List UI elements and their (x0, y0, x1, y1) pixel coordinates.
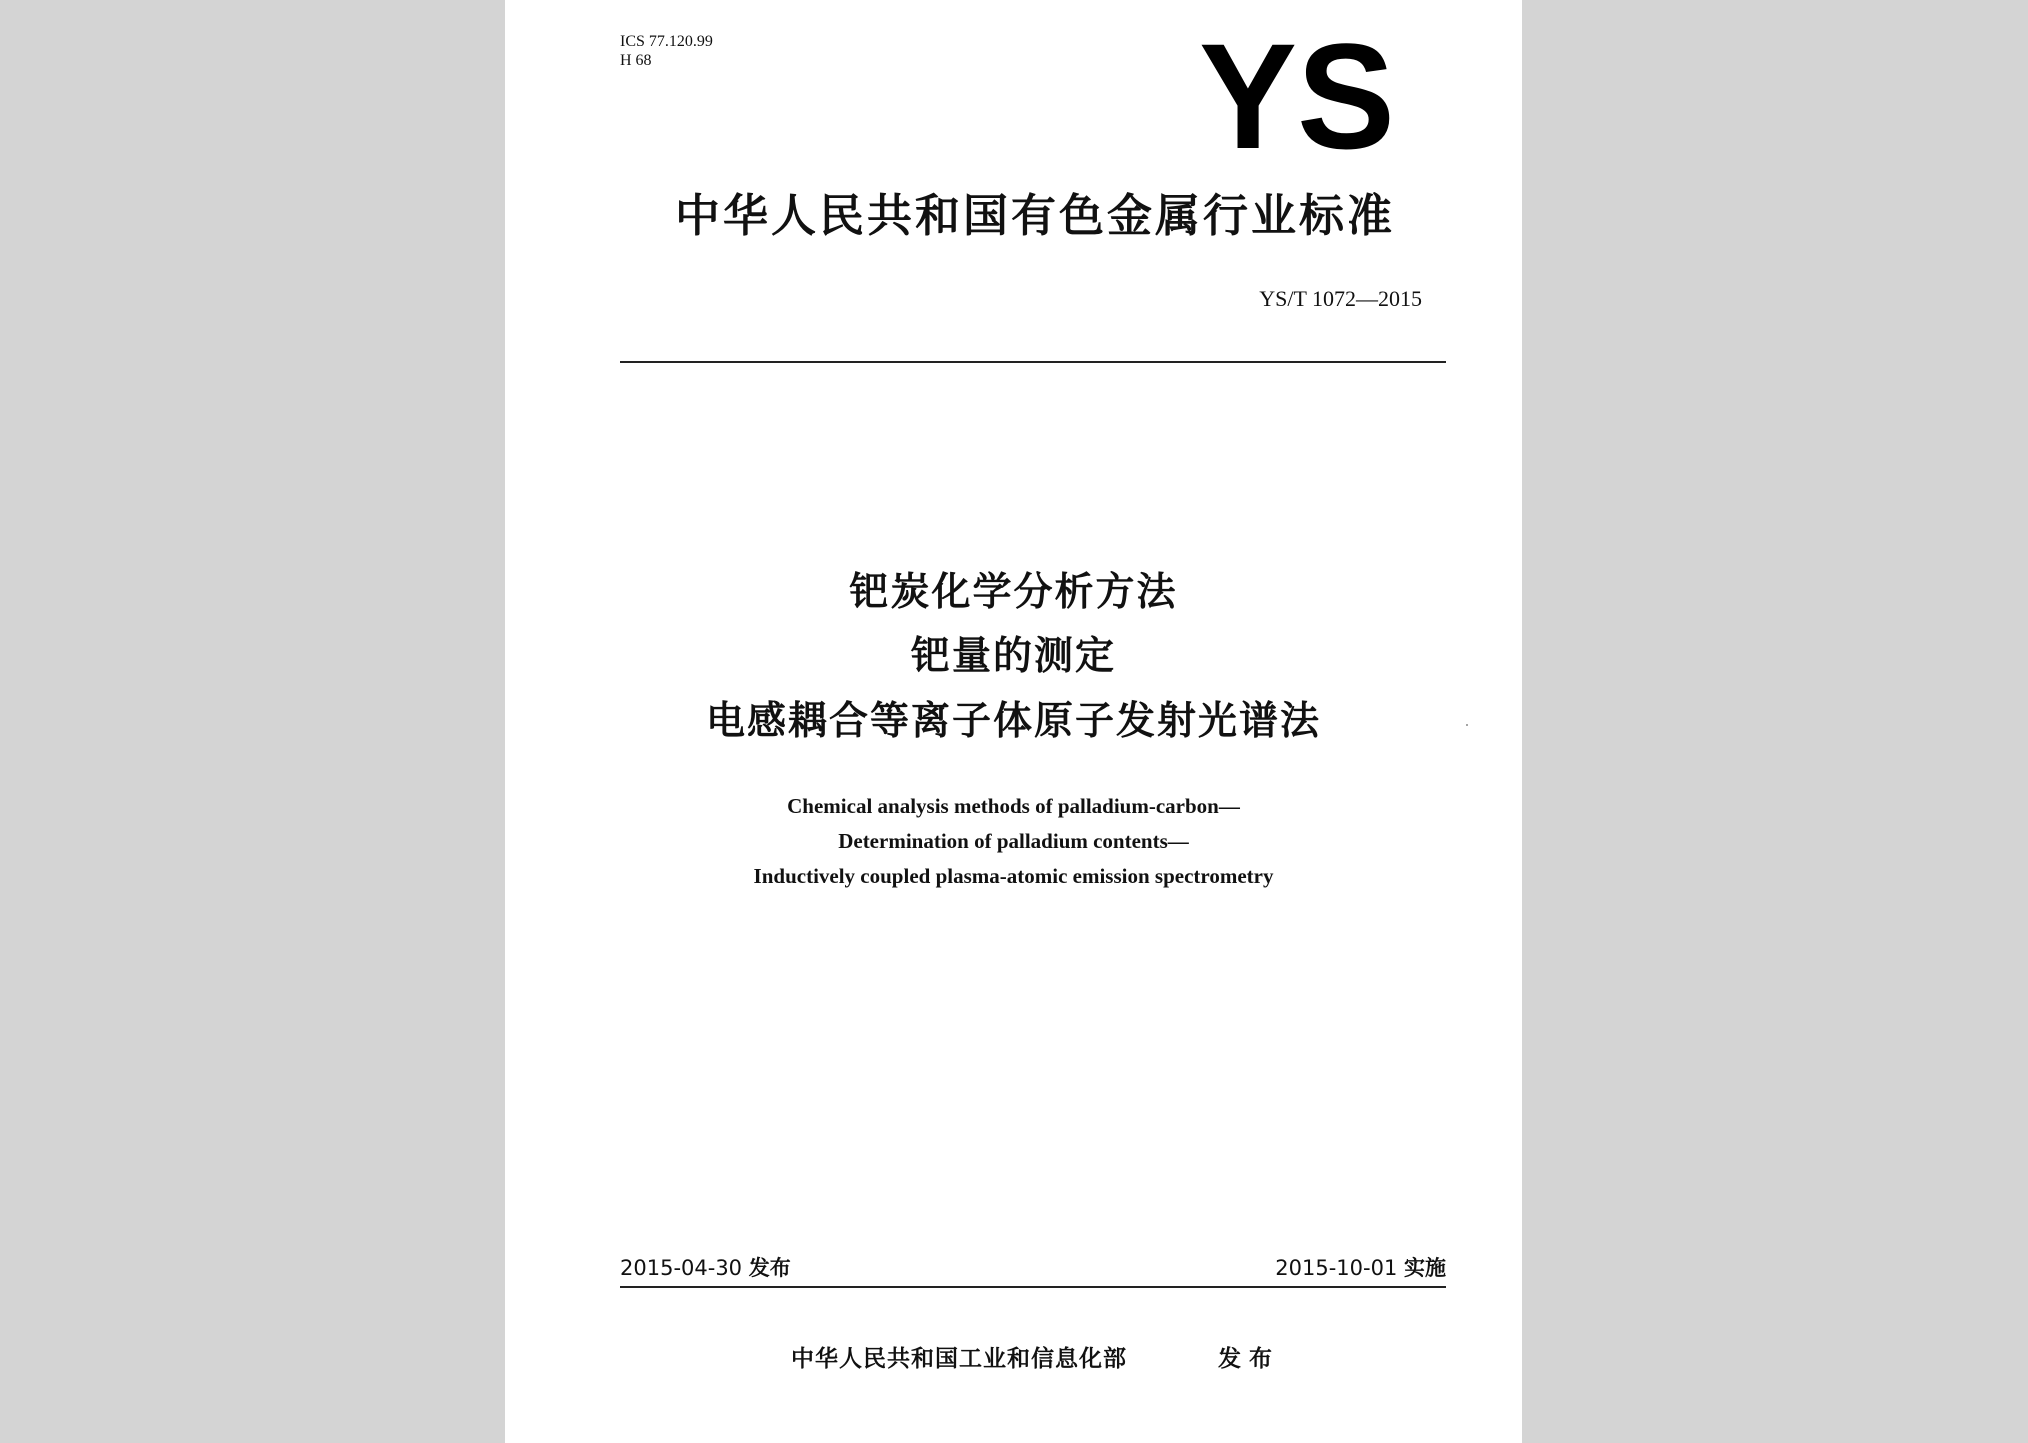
ccs-code: H 68 (620, 52, 652, 69)
implement-date-block (1275, 1252, 1446, 1282)
title-cn-line2: 钯量的测定 (910, 634, 1116, 679)
issue-label: 发布 (748, 1256, 791, 1280)
publisher-name: 中华人民共和国工业和信息化部 (791, 1346, 1127, 1372)
title-en-line3: Inductively coupled plasma-atomic emission spectrometry (753, 864, 1274, 888)
issue-date-block (620, 1252, 791, 1282)
header-divider (620, 361, 1446, 363)
ys-logo-text: YS (1199, 38, 1395, 153)
scan-speck (1466, 724, 1468, 726)
document-page (505, 0, 1522, 1443)
title-cn-line1: 钯炭化学分析方法 (849, 570, 1178, 615)
publish-label: 发布 (1218, 1346, 1280, 1372)
implement-date: 2015-10-01 (1275, 1256, 1398, 1280)
footer-divider (620, 1286, 1446, 1288)
title-en-line1: Chemical analysis methods of palladium-carbon— (787, 794, 1240, 818)
issue-date: 2015-04-30 (620, 1256, 743, 1280)
ys-logo (1197, 38, 1397, 153)
implement-label: 实施 (1404, 1256, 1446, 1280)
title-en-line2: Determination of palladium contents— (838, 829, 1189, 853)
standard-code: YS/T 1072—2015 (1259, 286, 1422, 311)
org-title: 中华人民共和国有色金属行业标准 (674, 189, 1395, 242)
title-cn-line3: 电感耦合等离子体原子发射光谱法 (705, 699, 1321, 744)
ics-code: ICS 77.120.99 (620, 33, 713, 50)
classification-codes (620, 32, 713, 70)
